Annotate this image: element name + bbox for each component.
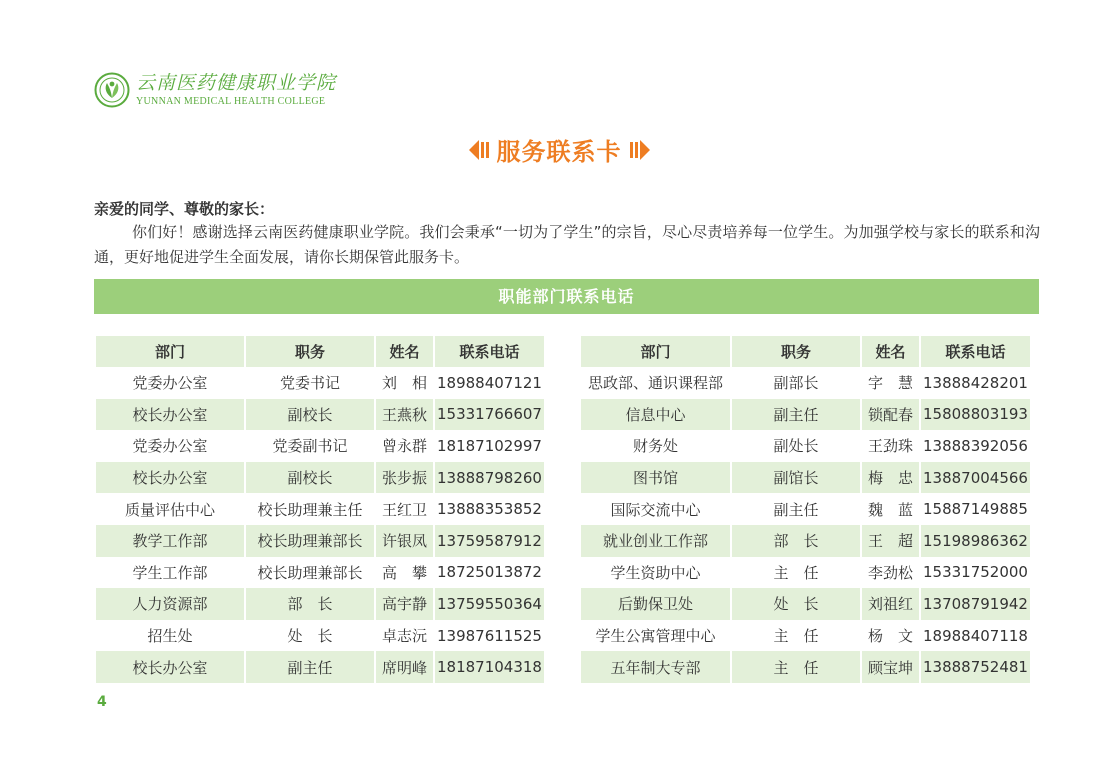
cell-position: 部 长 xyxy=(732,525,860,557)
cell-phone: 18988407121 xyxy=(437,373,542,392)
cell-name: 王劲珠 xyxy=(867,437,913,456)
cell-phone: 13759587912 xyxy=(435,525,544,557)
greeting: 亲爱的同学、尊敬的家长： xyxy=(94,200,275,218)
table-row xyxy=(96,462,544,494)
cell-phone: 18725013872 xyxy=(437,563,542,582)
table-row xyxy=(581,588,1030,620)
table-row xyxy=(96,588,544,620)
cell-name: 刘 相 xyxy=(381,374,427,393)
college-logo xyxy=(94,72,336,108)
table-row xyxy=(581,367,1030,399)
left-arrow-decoration-icon xyxy=(469,138,491,162)
table-row xyxy=(96,651,544,683)
cell-department: 人力资源部 xyxy=(96,588,244,620)
cell-position: 副馆长 xyxy=(732,462,860,494)
cell-position: 副主任 xyxy=(773,500,819,519)
cell-name: 席明峰 xyxy=(376,651,433,683)
cell-phone: 18187104318 xyxy=(435,651,544,683)
cell-phone: 13708791942 xyxy=(921,588,1030,620)
cell-department: 就业创业工作部 xyxy=(581,525,730,557)
table-row xyxy=(581,525,1030,557)
right-arrow-decoration-icon xyxy=(628,138,650,162)
table-row xyxy=(96,399,544,431)
cell-department: 校长办公室 xyxy=(96,462,244,494)
contact-table-right xyxy=(579,336,1032,683)
cell-name: 魏 蓝 xyxy=(867,500,913,519)
table-row xyxy=(96,430,544,462)
cell-department: 校长办公室 xyxy=(96,399,244,431)
table-row xyxy=(96,620,544,652)
table-row xyxy=(581,462,1030,494)
table-row xyxy=(581,399,1030,431)
cell-position: 处 长 xyxy=(732,588,860,620)
cell-department: 财务处 xyxy=(632,437,678,456)
cell-position: 校长助理兼主任 xyxy=(257,500,363,519)
table-row xyxy=(96,493,544,525)
section-header: 职能部门联系电话 xyxy=(94,279,1039,314)
cell-name: 字 慧 xyxy=(867,374,913,393)
cell-department: 学生资助中心 xyxy=(610,563,701,582)
cell-phone: 13888428201 xyxy=(923,373,1028,392)
cell-position: 校长助理兼部长 xyxy=(246,525,374,557)
cell-department: 信息中心 xyxy=(581,399,730,431)
intro-paragraph: 你们好！感谢选择云南医药健康职业学院。我们会秉承“一切为了学生”的宗旨，尽心尽责培养每一位学生。为加强学校与家长的联系和沟通，更好地促进学生全面发展，请你长期保管此服务卡。 xyxy=(94,223,1040,266)
column-header-position: 职务 xyxy=(732,336,860,367)
column-header-name: 姓名 xyxy=(376,336,433,367)
cell-position: 副部长 xyxy=(773,374,819,393)
page-number: 4 xyxy=(97,694,107,710)
cell-department: 学生工作部 xyxy=(132,563,208,582)
cell-phone: 13887004566 xyxy=(921,462,1030,494)
cell-phone: 15331752000 xyxy=(923,563,1028,582)
cell-phone: 15198986362 xyxy=(921,525,1030,557)
cell-position: 副主任 xyxy=(732,399,860,431)
cell-name: 梅 忠 xyxy=(862,462,919,494)
cell-phone: 18187102997 xyxy=(437,436,542,455)
table-row xyxy=(581,651,1030,683)
column-header-name: 姓名 xyxy=(862,336,919,367)
cell-phone: 13888353852 xyxy=(437,500,542,519)
cell-phone: 15887149885 xyxy=(923,500,1028,519)
cell-name: 王燕秋 xyxy=(376,399,433,431)
table-row xyxy=(581,493,1030,525)
column-header-department: 部门 xyxy=(581,336,730,367)
cell-phone: 15331766607 xyxy=(435,399,544,431)
cell-name: 张步振 xyxy=(376,462,433,494)
cell-phone: 15808803193 xyxy=(921,399,1030,431)
cell-position: 主 任 xyxy=(732,651,860,683)
column-header-phone: 联系电话 xyxy=(921,336,1030,367)
cell-department: 后勤保卫处 xyxy=(581,588,730,620)
cell-phone: 13987611525 xyxy=(437,626,542,645)
cell-position: 副校长 xyxy=(246,399,374,431)
cell-phone: 18988407118 xyxy=(923,626,1028,645)
cell-department: 国际交流中心 xyxy=(610,500,701,519)
table-row xyxy=(96,525,544,557)
cell-position: 主 任 xyxy=(773,563,819,582)
cell-position: 副处长 xyxy=(773,437,819,456)
college-name-cn: 云南医药健康职业学院 xyxy=(136,72,337,94)
contact-table-left xyxy=(94,336,546,683)
cell-position: 处 长 xyxy=(287,627,333,646)
cell-department: 招生处 xyxy=(147,627,193,646)
cell-name: 刘祖红 xyxy=(862,588,919,620)
cell-position: 校长助理兼部长 xyxy=(257,563,363,582)
cell-phone: 13759550364 xyxy=(435,588,544,620)
table-row xyxy=(581,557,1030,589)
cell-name: 顾宝坤 xyxy=(862,651,919,683)
table-row xyxy=(581,620,1030,652)
cell-position: 主 任 xyxy=(773,627,819,646)
cell-phone: 13888392056 xyxy=(923,436,1028,455)
cell-department: 图书馆 xyxy=(581,462,730,494)
cell-name: 锁配春 xyxy=(862,399,919,431)
cell-position: 副主任 xyxy=(246,651,374,683)
column-header-phone: 联系电话 xyxy=(435,336,544,367)
table-row xyxy=(581,430,1030,462)
cell-name: 高 攀 xyxy=(381,563,427,582)
page-title-text: 服务联系卡 xyxy=(496,138,622,166)
cell-name: 高宇静 xyxy=(376,588,433,620)
table-row xyxy=(96,367,544,399)
cell-phone: 13888752481 xyxy=(921,651,1030,683)
cell-phone: 13888798260 xyxy=(435,462,544,494)
cell-name: 王 超 xyxy=(862,525,919,557)
cell-department: 思政部、通识课程部 xyxy=(587,374,723,393)
table-row xyxy=(96,557,544,589)
cell-name: 李劲松 xyxy=(867,563,913,582)
cell-name: 曾永群 xyxy=(381,437,427,456)
cell-name: 王红卫 xyxy=(381,500,427,519)
college-emblem-icon xyxy=(94,72,130,108)
column-header-department: 部门 xyxy=(96,336,244,367)
page-title xyxy=(0,132,1118,167)
cell-name: 许银凤 xyxy=(376,525,433,557)
cell-department: 学生公寓管理中心 xyxy=(595,627,716,646)
cell-name: 卓志沅 xyxy=(381,627,427,646)
cell-name: 杨 文 xyxy=(867,627,913,646)
cell-position: 党委书记 xyxy=(279,374,340,393)
cell-position: 部 长 xyxy=(246,588,374,620)
cell-department: 教学工作部 xyxy=(96,525,244,557)
cell-position: 党委副书记 xyxy=(272,437,348,456)
cell-department: 党委办公室 xyxy=(132,374,208,393)
cell-department: 五年制大专部 xyxy=(581,651,730,683)
college-name-en: YUNNAN MEDICAL HEALTH COLLEGE xyxy=(136,96,326,107)
cell-department: 党委办公室 xyxy=(132,437,208,456)
cell-department: 校长办公室 xyxy=(96,651,244,683)
cell-position: 副校长 xyxy=(246,462,374,494)
cell-department: 质量评估中心 xyxy=(124,500,215,519)
column-header-position: 职务 xyxy=(246,336,374,367)
